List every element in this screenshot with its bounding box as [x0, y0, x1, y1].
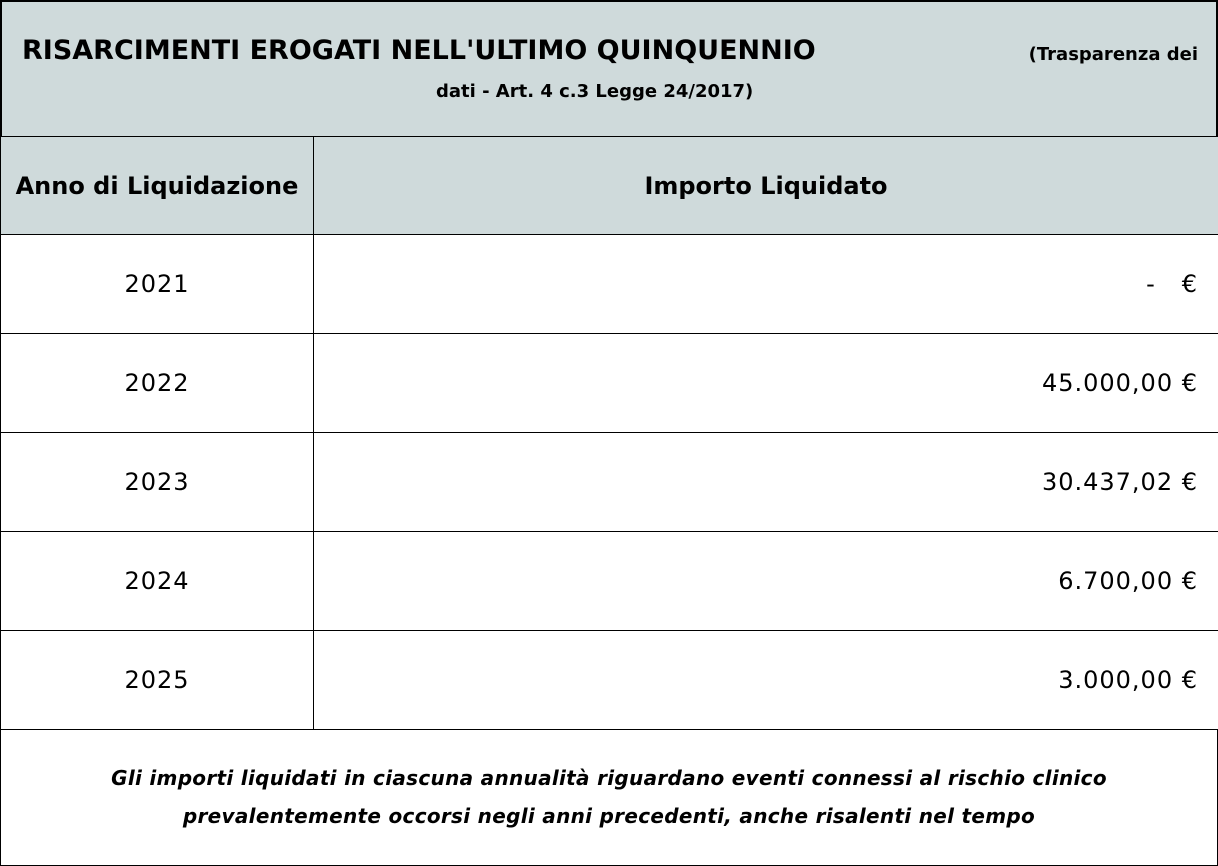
year-cell: 2021 — [1, 235, 314, 334]
title-note-line1: (Trasparenza dei — [1028, 44, 1198, 65]
table-header-row — [1, 137, 1218, 235]
amount-cell: - € — [314, 235, 1218, 334]
table-row — [1, 433, 1218, 532]
year-cell: 2023 — [1, 433, 314, 532]
table-row — [1, 631, 1218, 730]
column-header-amount: Importo Liquidato — [314, 137, 1218, 235]
amount-cell: 6.700,00 € — [314, 532, 1218, 631]
year-cell: 2024 — [1, 532, 314, 631]
page-title: RISARCIMENTI EROGATI NELL'ULTIMO QUINQUENNIO — [22, 35, 816, 66]
column-header-year: Anno di Liquidazione — [1, 137, 314, 235]
title-note-line2: dati - Art. 4 c.3 Legge 24/2017) — [436, 81, 754, 102]
amount-cell: 45.000,00 € — [314, 334, 1218, 433]
amount-cell: 3.000,00 € — [314, 631, 1218, 730]
table-row — [1, 235, 1218, 334]
year-cell: 2025 — [1, 631, 314, 730]
table-row — [1, 532, 1218, 631]
footnote-box — [0, 729, 1218, 866]
footnote-text: Gli importi liquidati in ciascuna annualità riguardano eventi connessi al rischio clinico prevalentemente occorsi negli anni precedenti, anche risalenti nel tempo — [111, 766, 1107, 828]
amount-cell: 30.437,02 € — [314, 433, 1218, 532]
table-row — [1, 334, 1218, 433]
payments-table — [0, 136, 1218, 730]
year-cell: 2022 — [1, 334, 314, 433]
title-band — [0, 0, 1218, 136]
